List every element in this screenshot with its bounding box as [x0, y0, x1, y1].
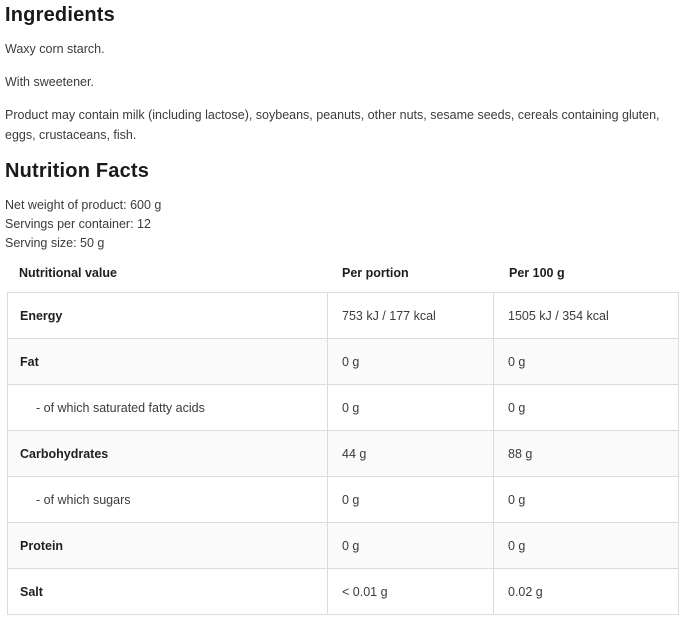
table-row-sugars [8, 477, 679, 523]
row-label: - of which sugars [8, 477, 328, 523]
table-row-energy [8, 293, 679, 339]
serving-size-line: Serving size: 50 g [5, 236, 105, 250]
row-label: Energy [8, 293, 328, 339]
row-label: Fat [8, 339, 328, 385]
table-row-protein [8, 523, 679, 569]
per-portion-value: 0 g [328, 523, 494, 569]
servings-per-container-line: Servings per container: 12 [5, 217, 151, 231]
column-header-nutritional-value: Nutritional value [19, 266, 117, 280]
table-row-salt [8, 569, 679, 615]
per-portion-value: 44 g [328, 431, 494, 477]
per-100g-value: 0.02 g [494, 569, 679, 615]
ingredients-section [5, 2, 681, 145]
row-label: Salt [8, 569, 328, 615]
per-100g-value: 0 g [494, 339, 679, 385]
nutrition-facts-section [5, 158, 681, 615]
column-header-per-100g: Per 100 g [509, 266, 565, 280]
column-header-per-portion: Per portion [342, 266, 409, 280]
net-weight-line: Net weight of product: 600 g [5, 198, 162, 212]
nutrition-table-header-row [7, 266, 679, 280]
per-100g-value: 0 g [494, 477, 679, 523]
row-label: - of which saturated fatty acids [8, 385, 328, 431]
ingredient-paragraph: Waxy corn starch. [5, 42, 105, 56]
table-row-saturated-fatty-acids [8, 385, 679, 431]
per-portion-value: 753 kJ / 177 kcal [328, 293, 494, 339]
nutrition-table [7, 292, 679, 615]
nutrition-facts-title: Nutrition Facts [5, 160, 150, 182]
per-100g-value: 88 g [494, 431, 679, 477]
ingredients-title: Ingredients [5, 4, 115, 26]
per-100g-value: 0 g [494, 523, 679, 569]
per-portion-value: 0 g [328, 385, 494, 431]
per-portion-value: 0 g [328, 339, 494, 385]
serving-info [5, 196, 681, 253]
per-portion-value: 0 g [328, 477, 494, 523]
per-100g-value: 0 g [494, 385, 679, 431]
row-label: Carbohydrates [8, 431, 328, 477]
nutrition-table-wrap [7, 266, 679, 615]
per-portion-value: < 0.01 g [328, 569, 494, 615]
table-row-fat [8, 339, 679, 385]
table-row-carbohydrates [8, 431, 679, 477]
ingredient-paragraph: With sweetener. [5, 75, 94, 89]
row-label: Protein [8, 523, 328, 569]
per-100g-value: 1505 kJ / 354 kcal [494, 293, 679, 339]
allergen-paragraph: Product may contain milk (including lactose), soybeans, peanuts, other nuts, sesame seeds, cereals containing gluten, eggs, crustaceans, fish. [5, 108, 660, 142]
